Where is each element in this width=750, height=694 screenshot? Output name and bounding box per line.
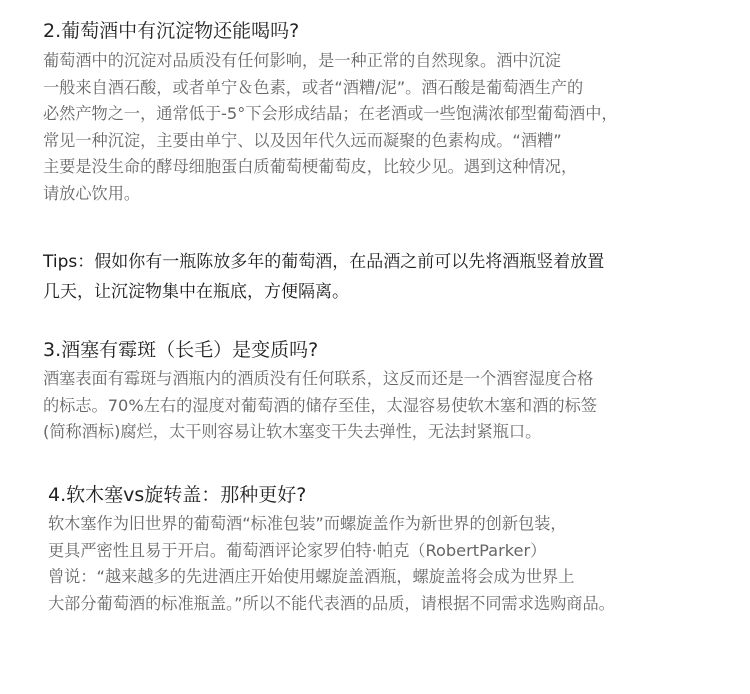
section-heading: 4.软木塞vs旋转盖：那种更好? [48, 484, 307, 506]
section-cork-mold [0, 337, 750, 446]
tips-line: 几天，让沉淀物集中在瓶底，方便隔离。 [43, 282, 349, 302]
section-body [0, 366, 750, 446]
section-body [0, 511, 750, 617]
body-line: 主要是没生命的酵母细胞蛋白质葡萄梗葡萄皮，比较少见。遇到这种情况， [43, 157, 578, 176]
body-line: 更具严密性且易于开启。葡萄酒评论家罗伯特·帕克（RobertParker） [48, 540, 547, 560]
body-line: 请放心饮用。 [43, 183, 141, 203]
body-line: 软木塞作为旧世界的葡萄酒“标准包装”而螺旋盖作为新世界的创新包装， [48, 514, 567, 533]
body-line: 曾说：“越来越多的先进酒庄开始使用螺旋盖酒瓶，螺旋盖将会成为世界上 [48, 567, 575, 586]
body-line: 的标志。70%左右的湿度对葡萄酒的储存至佳，太湿容易使软木塞和酒的标签 [43, 395, 597, 415]
body-line: 酒塞表面有霉斑与酒瓶内的酒质没有任何联系，这反而还是一个酒窖湿度合格 [43, 369, 594, 388]
body-line: (简称酒标)腐烂，太干则容易让软木塞变干失去弹性，无法封紧瓶口。 [43, 422, 542, 441]
tips-body [0, 247, 750, 307]
tips-line: Tips：假如你有一瓶陈放多年的葡萄酒，在品酒之前可以先将酒瓶竖着放置 [43, 252, 605, 272]
body-line: 常见一种沉淀，主要由单宁、以及因年代久远而凝聚的色素构成。“酒糟” [43, 130, 562, 150]
section-heading: 3.酒塞有霉斑（长毛）是变质吗? [43, 339, 319, 361]
body-line: 一般来自酒石酸，或者单宁＆色素，或者“酒糟/泥”。酒石酸是葡萄酒生产的 [43, 77, 584, 97]
section-cork-vs-screwcap [0, 482, 750, 617]
body-line: 大部分葡萄酒的标准瓶盖。”所以不能代表酒的品质，请根据不同需求选购商品。 [48, 593, 615, 613]
body-line: 必然产物之一，通常低于-5°下会形成结晶；在老酒或一些饱满浓郁型葡萄酒中， [43, 104, 618, 123]
section-body [0, 48, 750, 207]
section-heading: 2.葡萄酒中有沉淀物还能喝吗? [43, 20, 300, 42]
section-wine-sediment [0, 18, 750, 207]
body-line: 葡萄酒中的沉淀对品质没有任何影响，是一种正常的自然现象。酒中沉淀 [43, 51, 561, 70]
tips-block [0, 247, 750, 307]
